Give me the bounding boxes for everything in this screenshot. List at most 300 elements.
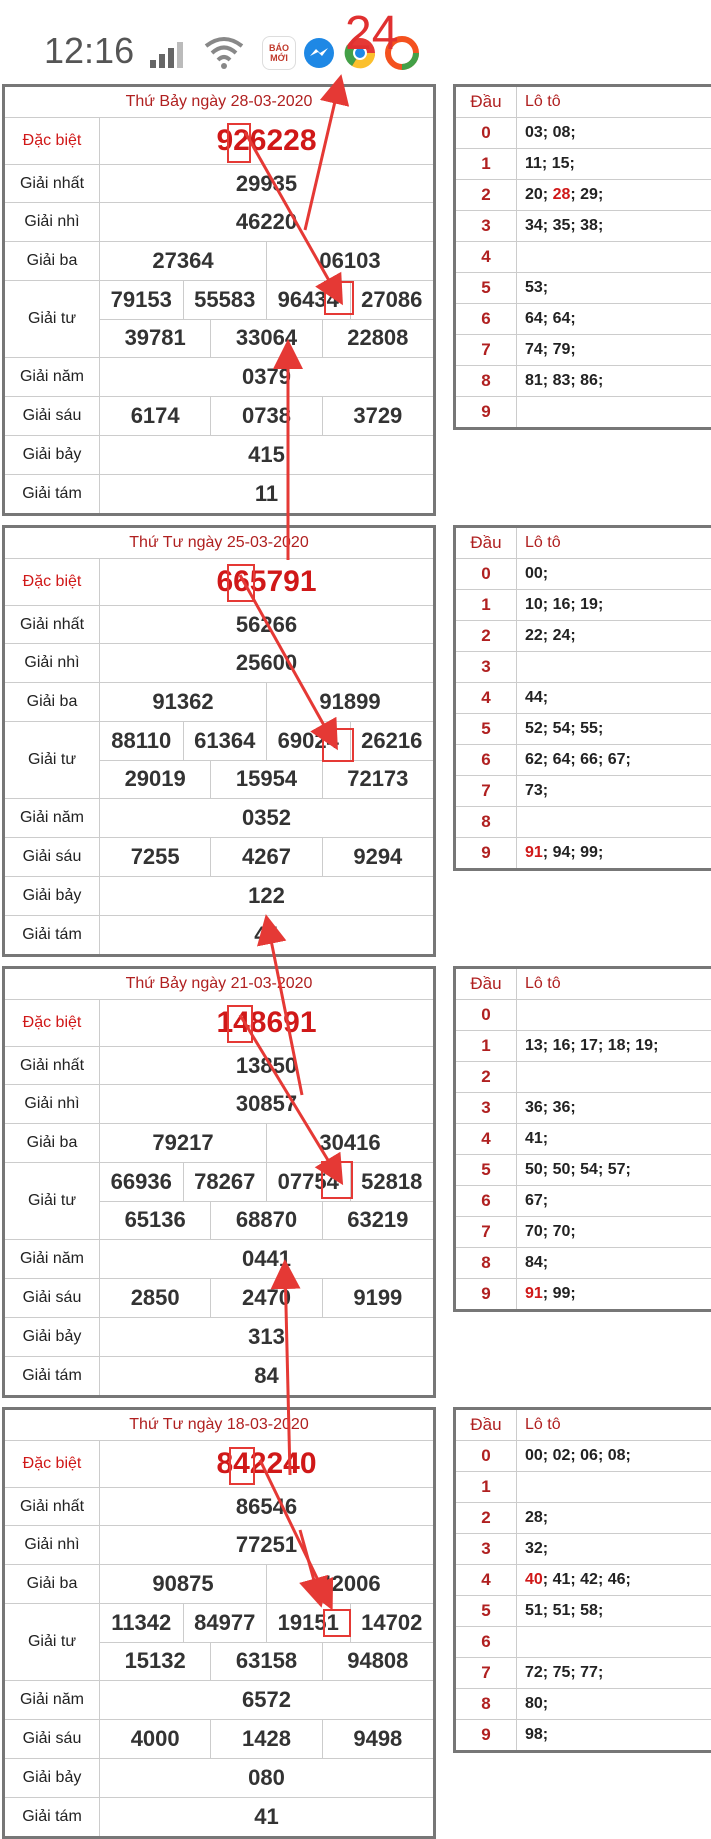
loto-segment: 64; 64;	[525, 310, 576, 327]
prize-row-nhat	[5, 1488, 433, 1526]
prize-values	[100, 203, 433, 241]
prize-label: Giải bảy	[5, 877, 100, 915]
prize-values	[100, 1565, 433, 1603]
loto-head-digit: 3	[456, 1534, 517, 1564]
loto-head-digit: 6	[456, 304, 517, 334]
prize-values	[100, 916, 433, 954]
loto-segment: 51; 51; 58;	[525, 1602, 604, 1619]
loto-row	[456, 1472, 711, 1503]
prize-number: 2470	[210, 1279, 321, 1317]
prize-row-nhat	[5, 165, 433, 203]
prize-values	[100, 1681, 433, 1719]
prize-label: Đặc biệt	[5, 118, 100, 164]
prize-row-nhi	[5, 1526, 433, 1565]
prize-values	[100, 1604, 433, 1680]
prize-label: Giải nhất	[5, 165, 100, 202]
loto-values	[517, 1062, 711, 1092]
prize-values	[100, 1124, 433, 1162]
loto-row	[456, 1689, 711, 1720]
prize-label: Đặc biệt	[5, 559, 100, 605]
loto-head-digit: 1	[456, 149, 517, 179]
prize-number: 1428	[210, 1720, 321, 1758]
prize-values	[100, 644, 433, 682]
result-table	[2, 966, 436, 1398]
prize-label: Giải bảy	[5, 436, 100, 474]
prize-label: Giải bảy	[5, 1318, 100, 1356]
prize-number: 7255	[130, 844, 180, 869]
draw-date-title[interactable]: Thứ Bảy ngày 21-03-2020	[5, 969, 433, 1000]
prize-row-ba	[5, 1124, 433, 1163]
loto-head-digit: 1	[456, 1472, 517, 1502]
loto-values	[517, 335, 711, 365]
loto-values	[517, 1658, 711, 1688]
prize-label: Giải nhì	[5, 1526, 100, 1564]
loto-highlight: 40	[525, 1571, 543, 1588]
loto-segment: 34; 35; 38;	[525, 217, 604, 234]
loto-segment: 22; 24;	[525, 627, 576, 644]
prize-number: 88110	[111, 727, 172, 753]
loto-table	[453, 84, 711, 430]
loto-segment: ; 29;	[570, 186, 604, 203]
prize-row-tu	[5, 722, 433, 799]
prize-number: 78267	[183, 1163, 267, 1201]
prize-number: 44	[254, 922, 279, 947]
prize-row-nhi	[5, 203, 433, 242]
draw-block	[0, 84, 711, 514]
prize-values	[100, 165, 433, 202]
prize-number: 72173	[322, 761, 433, 799]
prize-number: 19151	[266, 1604, 350, 1642]
loto-head-digit: 1	[456, 590, 517, 620]
prize-number: 39781	[124, 325, 186, 351]
loto-header-row	[456, 1410, 711, 1441]
loto-table	[453, 525, 711, 871]
prize-row-sau	[5, 397, 433, 436]
loto-row	[456, 683, 711, 714]
loto-head-digit: 4	[456, 1124, 517, 1154]
loto-segment: 73;	[525, 782, 549, 799]
prize-row-nhi	[5, 644, 433, 683]
prize-subrow	[100, 760, 433, 799]
prize-values	[100, 722, 433, 798]
prize-row-ba	[5, 683, 433, 722]
prize-number: 415	[248, 442, 285, 467]
prize-number: 148691	[216, 1006, 317, 1039]
loto-segment: 67;	[525, 1192, 549, 1209]
loto-values	[517, 1565, 711, 1595]
loto-row	[456, 807, 711, 838]
loto-header-loto: Lô tô	[525, 975, 561, 992]
loto-values	[517, 1000, 711, 1030]
loto-head-digit: 2	[456, 621, 517, 651]
wifi-icon	[202, 34, 246, 70]
loto-row	[456, 1124, 711, 1155]
loto-header-dau: Đầu	[456, 87, 517, 117]
prize-values	[100, 877, 433, 915]
prize-number: 90875	[152, 1571, 214, 1596]
loto-row	[456, 1503, 711, 1534]
prize-number: 07754	[266, 1163, 350, 1201]
loto-head-digit: 8	[456, 1689, 517, 1719]
prize-values	[100, 1441, 433, 1487]
prize-row-sau	[5, 1279, 433, 1318]
loto-values	[517, 1472, 711, 1502]
prize-number: 61364	[183, 722, 267, 760]
prize-label: Đặc biệt	[5, 1441, 100, 1487]
prize-values	[100, 1085, 433, 1123]
prize-row-tu	[5, 281, 433, 358]
prize-values	[100, 606, 433, 643]
prize-label: Giải bảy	[5, 1759, 100, 1797]
loto-row	[456, 559, 711, 590]
prize-values	[100, 1357, 433, 1395]
loto-row	[456, 745, 711, 776]
loto-values	[517, 211, 711, 241]
prize-label: Giải ba	[5, 242, 100, 280]
loto-values	[517, 1689, 711, 1719]
loto-head-digit: 1	[456, 1031, 517, 1061]
prize-label: Giải nhất	[5, 606, 100, 643]
signal-icon	[150, 40, 186, 68]
loto-values	[517, 838, 711, 868]
prize-number: 25600	[235, 650, 298, 675]
loto-segment: 00;	[525, 565, 549, 582]
loto-values	[517, 118, 711, 148]
loto-values	[517, 1186, 711, 1216]
loto-row	[456, 273, 711, 304]
result-table	[2, 525, 436, 957]
prize-number: 66936	[110, 1168, 172, 1194]
loto-header-row	[456, 528, 711, 559]
loto-head-digit: 9	[456, 397, 517, 427]
loto-values	[517, 1503, 711, 1533]
loto-row	[456, 776, 711, 807]
loto-segment: 74; 79;	[525, 341, 576, 358]
prize-number: 06103	[266, 242, 433, 280]
prize-row-tam	[5, 1357, 433, 1395]
loto-head-digit: 9	[456, 1279, 517, 1309]
prize-number: 313	[248, 1324, 285, 1349]
prize-number: 11342	[111, 1609, 172, 1635]
prize-number: 29019	[124, 766, 186, 792]
loto-head-digit: 2	[456, 1503, 517, 1533]
loto-row	[456, 1155, 711, 1186]
loto-highlight: 91	[525, 844, 543, 861]
prize-number: 65136	[124, 1207, 186, 1233]
loto-segment: 28;	[525, 1509, 549, 1526]
prize-number: 79217	[152, 1130, 214, 1155]
prize-values	[100, 1163, 433, 1239]
prize-row-sau	[5, 1720, 433, 1759]
prize-values	[100, 683, 433, 721]
loto-values	[517, 149, 711, 179]
loto-row	[456, 838, 711, 868]
loto-values	[517, 1534, 711, 1564]
loto-values	[517, 304, 711, 334]
clock: 12:16	[44, 30, 135, 71]
prize-number: 84	[254, 1363, 279, 1388]
loto-segment: 70; 70;	[525, 1223, 576, 1240]
loto-row	[456, 1093, 711, 1124]
prize-label: Giải tám	[5, 1798, 100, 1836]
prize-number: 33064	[210, 320, 321, 358]
loto-head-digit: 6	[456, 745, 517, 775]
loto-segment: 41;	[525, 1130, 549, 1147]
result-table	[2, 1407, 436, 1839]
annotation-number: 24	[345, 7, 399, 60]
loto-values	[517, 1441, 711, 1471]
loto-row	[456, 211, 711, 242]
prize-values	[100, 1759, 433, 1797]
loto-table	[453, 966, 711, 1312]
loto-values	[517, 242, 711, 272]
prize-label: Giải năm	[5, 1681, 100, 1719]
prize-row-dac_biet	[5, 559, 433, 606]
loto-segment: ; 99;	[542, 1285, 576, 1302]
loto-row	[456, 335, 711, 366]
prize-number: 926228	[216, 124, 317, 157]
result-table	[2, 84, 436, 516]
prize-number: 56266	[235, 611, 298, 637]
loto-row	[456, 397, 711, 427]
prize-label: Giải tư	[5, 1604, 100, 1680]
prize-label: Giải sáu	[5, 838, 100, 876]
loto-segment: 11; 15;	[525, 155, 575, 172]
loto-header-loto: Lô tô	[525, 1416, 561, 1433]
prize-row-nhi	[5, 1085, 433, 1124]
prize-values	[100, 1047, 433, 1084]
prize-number: 91362	[152, 689, 214, 714]
prize-subrow	[100, 319, 433, 358]
loto-head-digit: 7	[456, 776, 517, 806]
loto-head-digit: 0	[456, 1000, 517, 1030]
prize-label: Giải ba	[5, 683, 100, 721]
prize-row-tam	[5, 475, 433, 513]
loto-segment: 44;	[525, 689, 549, 706]
loto-segment: 03; 08;	[525, 124, 576, 141]
prize-row-nhat	[5, 606, 433, 644]
prize-label: Giải tám	[5, 1357, 100, 1395]
prize-row-nam	[5, 1240, 433, 1279]
prize-number: 14702	[350, 1604, 434, 1642]
prize-number: 3729	[322, 397, 433, 435]
prize-number: 0441	[242, 1246, 291, 1271]
prize-label: Giải năm	[5, 358, 100, 396]
loto-values	[517, 1248, 711, 1278]
prize-values	[100, 436, 433, 474]
prize-values	[100, 1000, 433, 1046]
prize-values	[100, 559, 433, 605]
prize-number: 15954	[210, 761, 321, 799]
loto-row	[456, 1248, 711, 1279]
loto-head-digit: 0	[456, 1441, 517, 1471]
prize-number: 9199	[322, 1279, 433, 1317]
prize-row-nhat	[5, 1047, 433, 1085]
prize-number: 52818	[350, 1163, 434, 1201]
prize-number: 665791	[216, 565, 317, 598]
prize-label: Giải sáu	[5, 1279, 100, 1317]
loto-row	[456, 621, 711, 652]
loto-segment: 84;	[525, 1254, 549, 1271]
prize-number: 29935	[235, 170, 298, 196]
prize-number: 27364	[152, 248, 214, 273]
loto-row	[456, 714, 711, 745]
prize-number: 41	[254, 1804, 279, 1829]
prize-number: 42006	[266, 1565, 433, 1603]
loto-segment: 80;	[525, 1695, 549, 1712]
loto-head-digit: 3	[456, 211, 517, 241]
loto-head-digit: 9	[456, 1720, 517, 1750]
prize-values	[100, 1526, 433, 1564]
loto-row	[456, 1720, 711, 1750]
loto-head-digit: 8	[456, 366, 517, 396]
prize-row-dac_biet	[5, 1441, 433, 1488]
prize-number: 94808	[322, 1643, 433, 1681]
prize-number: 26216	[350, 722, 434, 760]
prize-values	[100, 1318, 433, 1356]
prize-label: Đặc biệt	[5, 1000, 100, 1046]
prize-number: 9294	[322, 838, 433, 876]
prize-values	[100, 1279, 433, 1317]
prize-values	[100, 358, 433, 396]
prize-number: 6174	[130, 403, 180, 428]
prize-row-ba	[5, 1565, 433, 1604]
loto-values	[517, 776, 711, 806]
loto-highlight: 28	[552, 186, 571, 203]
loto-head-digit: 4	[456, 1565, 517, 1595]
draw-block	[0, 966, 711, 1396]
prize-label: Giải sáu	[5, 397, 100, 435]
loto-row	[456, 304, 711, 335]
loto-values	[517, 1031, 711, 1061]
prize-row-tu	[5, 1604, 433, 1681]
prize-values	[100, 1798, 433, 1836]
prize-number: 77251	[235, 1532, 298, 1557]
prize-number: 0738	[210, 397, 321, 435]
loto-head-digit: 4	[456, 242, 517, 272]
draw-date-title[interactable]: Thứ Bảy ngày 28-03-2020	[5, 87, 433, 118]
prize-subrow	[100, 1642, 433, 1681]
prize-subrow	[100, 1163, 433, 1201]
prize-row-nam	[5, 1681, 433, 1720]
prize-number: 69024	[266, 722, 350, 760]
draw-date-title[interactable]: Thứ Tư ngày 18-03-2020	[5, 1410, 433, 1441]
loto-segment: 53;	[525, 279, 549, 296]
loto-row	[456, 180, 711, 211]
loto-header-dau: Đầu	[456, 528, 517, 558]
loto-values	[517, 273, 711, 303]
loto-head-digit: 5	[456, 714, 517, 744]
loto-head-digit: 5	[456, 1155, 517, 1185]
prize-label: Giải nhì	[5, 644, 100, 682]
loto-values	[517, 1124, 711, 1154]
prize-number: 6572	[242, 1687, 291, 1712]
loto-segment: 13; 16; 17; 18; 19;	[525, 1037, 659, 1054]
loto-segment: 52; 54; 55;	[525, 720, 604, 737]
prize-number: 4267	[210, 838, 321, 876]
loto-row	[456, 118, 711, 149]
prize-number: 68870	[210, 1202, 321, 1240]
prize-label: Giải tư	[5, 281, 100, 357]
prize-label: Giải ba	[5, 1565, 100, 1603]
loto-values	[517, 1155, 711, 1185]
loto-table	[453, 1407, 711, 1753]
prize-label: Giải ba	[5, 1124, 100, 1162]
loto-head-digit: 0	[456, 118, 517, 148]
loto-values	[517, 683, 711, 713]
prize-values	[100, 397, 433, 435]
prize-label: Giải năm	[5, 799, 100, 837]
prize-row-tam	[5, 916, 433, 954]
prize-number: 122	[248, 883, 285, 908]
loto-values	[517, 652, 711, 682]
loto-values	[517, 1720, 711, 1750]
loto-header-dau: Đầu	[456, 969, 517, 999]
prize-row-tam	[5, 1798, 433, 1836]
loto-head-digit: 5	[456, 1596, 517, 1626]
prize-row-sau	[5, 838, 433, 877]
loto-values	[517, 397, 711, 427]
loto-segment: 62; 64; 66; 67;	[525, 751, 631, 768]
prize-label: Giải nhì	[5, 1085, 100, 1123]
prize-values	[100, 118, 433, 164]
loto-segment: 20;	[525, 186, 553, 203]
loto-row	[456, 1031, 711, 1062]
loto-segment: 81; 83; 86;	[525, 372, 604, 389]
loto-row	[456, 366, 711, 397]
loto-segment: ; 94; 99;	[542, 844, 604, 861]
loto-head-digit: 3	[456, 1093, 517, 1123]
prize-subrow	[100, 1604, 433, 1642]
loto-values	[517, 1093, 711, 1123]
prize-values	[100, 1240, 433, 1278]
prize-number: 11	[254, 481, 279, 506]
loto-head-digit: 2	[456, 1062, 517, 1092]
loto-row	[456, 1186, 711, 1217]
loto-segment: 00; 02; 06; 08;	[525, 1447, 631, 1464]
loto-segment: 36; 36;	[525, 1099, 576, 1116]
loto-row	[456, 1534, 711, 1565]
loto-head-digit: 2	[456, 180, 517, 210]
loto-row	[456, 1596, 711, 1627]
loto-head-digit: 9	[456, 838, 517, 868]
prize-number: 22808	[322, 320, 433, 358]
loto-row	[456, 590, 711, 621]
prize-row-dac_biet	[5, 1000, 433, 1047]
messenger-icon[interactable]	[302, 36, 336, 70]
prize-label: Giải tư	[5, 722, 100, 798]
loto-row	[456, 242, 711, 273]
prize-row-bay	[5, 1759, 433, 1798]
loto-row	[456, 1279, 711, 1309]
prize-row-dac_biet	[5, 118, 433, 165]
prize-number: 9498	[322, 1720, 433, 1758]
draw-date-title[interactable]: Thứ Tư ngày 25-03-2020	[5, 528, 433, 559]
prize-values	[100, 838, 433, 876]
prize-label: Giải tư	[5, 1163, 100, 1239]
prize-label: Giải nhất	[5, 1488, 100, 1525]
prize-number: 86546	[235, 1493, 298, 1519]
prize-values	[100, 1488, 433, 1525]
loto-head-digit: 6	[456, 1627, 517, 1657]
baomoi-app-icon[interactable]: BÁO MỚI	[262, 36, 296, 70]
loto-row	[456, 1441, 711, 1472]
prize-label: Giải nhì	[5, 203, 100, 241]
loto-values	[517, 1596, 711, 1626]
prize-number: 15132	[124, 1648, 186, 1674]
prize-values	[100, 242, 433, 280]
prize-number: 080	[248, 1765, 285, 1790]
